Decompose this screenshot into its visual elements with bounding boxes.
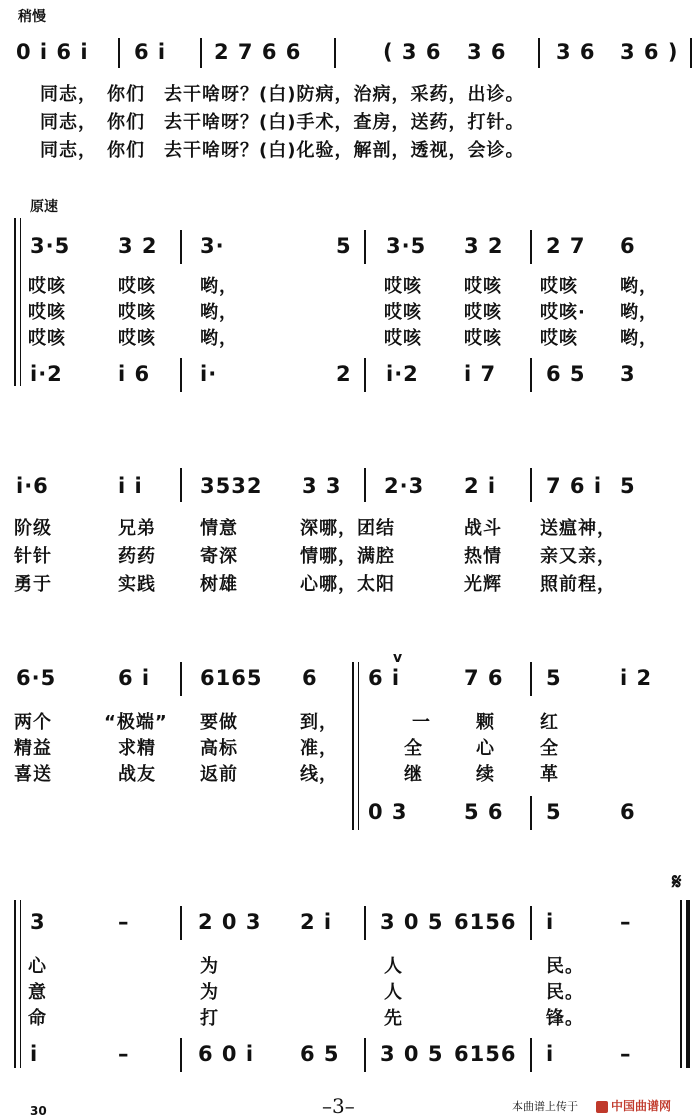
barline	[530, 358, 532, 392]
barline	[180, 662, 182, 696]
lyric-word: 哎咳	[118, 302, 156, 323]
barline	[364, 1038, 366, 1072]
note-group: 5 6	[464, 800, 504, 824]
lyric-word: 喜送	[14, 764, 52, 785]
lyric-word: 热情	[464, 546, 502, 567]
note-group: 2·3	[384, 474, 425, 498]
note-group: 6	[620, 800, 636, 824]
note-group: 0 3	[368, 800, 408, 824]
lyric-word: 哎咳	[28, 302, 66, 323]
lyric-word: 哟，	[200, 328, 238, 349]
note-group: 2 7 6 6	[214, 40, 302, 64]
barline	[180, 1038, 182, 1072]
lyric-word: 针针	[14, 546, 52, 567]
note-group: ( 3 6	[383, 40, 442, 64]
system-bracket-inner	[358, 662, 359, 830]
system-bracket	[352, 662, 354, 830]
repeat-barline	[680, 900, 682, 1068]
system-bracket-inner	[20, 900, 21, 1068]
note-group: 6·5	[16, 666, 57, 690]
barline	[530, 230, 532, 264]
note-group: 3·5	[386, 234, 427, 258]
lyric-word: 哎咳	[28, 328, 66, 349]
lyric-word: 光辉	[464, 574, 502, 595]
barline	[690, 38, 692, 68]
tempo-marking-slow: 稍慢	[18, 9, 46, 25]
note-group: –	[118, 910, 130, 934]
lyric-word: 为	[200, 956, 219, 977]
note-group: i·2	[30, 362, 63, 386]
lyric-word: 全	[540, 738, 559, 759]
lyric-word: 全	[404, 738, 423, 759]
note-group: 7 6 i	[546, 474, 603, 498]
lyric-word: 哎咳	[464, 302, 502, 323]
barline	[180, 230, 182, 264]
lyric-word: 哟，	[620, 276, 658, 297]
barline	[334, 38, 336, 68]
barline	[530, 1038, 532, 1072]
note-group: 3·5	[30, 234, 71, 258]
lyric-word: 心哪，太阳	[300, 574, 395, 595]
lyric-word: 到，	[300, 712, 338, 733]
note-group: 5	[336, 234, 352, 258]
repeat-barline-thick	[686, 900, 690, 1068]
note-group: i	[30, 1042, 39, 1066]
note-group: 3	[30, 910, 46, 934]
note-group: 6 i	[134, 40, 167, 64]
lyric-word: 情意	[200, 518, 238, 539]
lyric-word: 实践	[118, 574, 156, 595]
note-group: 0 i 6 i	[16, 40, 89, 64]
note-group: 6	[620, 234, 636, 258]
note-group: 2	[336, 362, 352, 386]
lyric-word: 情哪，满腔	[300, 546, 395, 567]
lyric-word: 阶级	[14, 518, 52, 539]
note-group: 3 2	[464, 234, 504, 258]
lyric-word: 高标	[200, 738, 238, 759]
segno-icon: 𝄋	[672, 870, 682, 895]
note-group: 3 6	[467, 40, 507, 64]
barline	[180, 468, 182, 502]
lyric-word: 继	[404, 764, 423, 785]
lyric-line: 同志， 你们 去干啥呀？(白)手术，查房，送药，打针。	[40, 112, 525, 133]
lyric-word: 民。	[546, 982, 584, 1003]
note-group: 3 3	[302, 474, 342, 498]
lyric-word: 心	[476, 738, 495, 759]
lyric-word: 一	[412, 712, 431, 733]
note-group: 6 i	[118, 666, 151, 690]
note-group: 6165	[200, 666, 263, 690]
system-bracket-inner	[20, 218, 21, 386]
note-group: i 6	[118, 362, 151, 386]
note-group: 3 6 )	[620, 40, 679, 64]
lyric-word: 战友	[118, 764, 156, 785]
barline	[364, 358, 366, 392]
lyric-word: 红	[540, 712, 559, 733]
lyric-word: 照前程，	[540, 574, 616, 595]
lyric-word: 为	[200, 982, 219, 1003]
note-group: –	[620, 1042, 632, 1066]
note-group: 6 5	[546, 362, 586, 386]
lyric-word: 勇于	[14, 574, 52, 595]
lyric-word: 深哪，团结	[300, 518, 395, 539]
lyric-word: 命	[28, 1008, 47, 1029]
lyric-word: 人	[384, 956, 403, 977]
lyric-word: 树雄	[200, 574, 238, 595]
barline	[200, 38, 202, 68]
note-group: 2 7	[546, 234, 586, 258]
lyric-word: 战斗	[464, 518, 502, 539]
barline	[530, 662, 532, 696]
lyric-word: 意	[28, 982, 47, 1003]
barline	[530, 468, 532, 502]
barline	[180, 358, 182, 392]
note-group: –	[118, 1042, 130, 1066]
lyric-word: “极端”	[104, 712, 168, 733]
lyric-word: 兄弟	[118, 518, 156, 539]
lyric-word: 哎咳	[540, 276, 578, 297]
lyric-word: 线，	[300, 764, 338, 785]
barline	[180, 906, 182, 940]
note-group: i·2	[386, 362, 419, 386]
lyric-word: 人	[384, 982, 403, 1003]
lyric-word: 心	[28, 956, 47, 977]
note-group: 3 6	[556, 40, 596, 64]
lyric-word: 哎咳·	[540, 302, 586, 323]
lyric-word: 革	[540, 764, 559, 785]
lyric-word: 送瘟神，	[540, 518, 616, 539]
note-group: 2 i	[464, 474, 497, 498]
lyric-word: 求精	[118, 738, 156, 759]
lyric-word: 哎咳	[384, 328, 422, 349]
barline	[538, 38, 540, 68]
note-group: i	[546, 1042, 555, 1066]
lyric-word: 要做	[200, 712, 238, 733]
note-group: i·	[200, 362, 218, 386]
note-group: 3 2	[118, 234, 158, 258]
note-group: 5	[546, 666, 562, 690]
lyric-word: 哟，	[200, 302, 238, 323]
lyric-word: 药药	[118, 546, 156, 567]
tempo-marking-normal: 原速	[30, 199, 58, 215]
lyric-word: 哎咳	[540, 328, 578, 349]
lyric-word: 锋。	[546, 1008, 584, 1029]
lyric-word: 哎咳	[464, 276, 502, 297]
note-group: 3	[620, 362, 636, 386]
logo-mark-icon	[596, 1101, 608, 1113]
breath-mark: v	[393, 650, 403, 666]
lyric-word: 哎咳	[384, 302, 422, 323]
lyric-line: 同志， 你们 去干啥呀？(白)化验，解剖，透视，会诊。	[40, 140, 525, 161]
note-group: i 2	[620, 666, 653, 690]
note-group: 6 0 i	[198, 1042, 255, 1066]
lyric-word: 民。	[546, 956, 584, 977]
lyric-word: 打	[200, 1008, 219, 1029]
lyric-word: 先	[384, 1008, 403, 1029]
lyric-word: 哎咳	[118, 328, 156, 349]
lyric-word: 返前	[200, 764, 238, 785]
system-bracket	[14, 218, 16, 386]
lyric-word: 哎咳	[28, 276, 66, 297]
lyric-word: 准，	[300, 738, 338, 759]
lyric-word: 哎咳	[118, 276, 156, 297]
barline	[364, 468, 366, 502]
lyric-word: 精益	[14, 738, 52, 759]
barline	[530, 796, 532, 830]
note-group: 2 i	[300, 910, 333, 934]
lyric-line: 同志， 你们 去干啥呀？(白)防病，治病，采药，出诊。	[40, 84, 525, 105]
note-group: 6 i	[368, 666, 401, 690]
lyric-word: 哎咳	[384, 276, 422, 297]
note-group: i i	[118, 474, 143, 498]
lyric-word: 续	[476, 764, 495, 785]
corner-number: 30	[30, 1104, 47, 1118]
note-group: 7 6	[464, 666, 504, 690]
note-group: i·6	[16, 474, 49, 498]
site-logo-icon[interactable]	[596, 1097, 671, 1114]
lyric-word: 哟，	[620, 302, 658, 323]
barline	[118, 38, 120, 68]
note-group: 6156	[454, 910, 517, 934]
note-group: 5	[620, 474, 636, 498]
system-bracket	[14, 900, 16, 1068]
note-group: 3 0 5	[380, 1042, 444, 1066]
page-number: –3–	[322, 1094, 355, 1118]
note-group: 6156	[454, 1042, 517, 1066]
note-group: –	[620, 910, 632, 934]
barline	[364, 230, 366, 264]
lyric-word: 哎咳	[464, 328, 502, 349]
note-group: 3·	[200, 234, 225, 258]
note-group: 6 5	[300, 1042, 340, 1066]
note-group: 6	[302, 666, 318, 690]
note-group: 3532	[200, 474, 263, 498]
lyric-word: 哟，	[620, 328, 658, 349]
upload-credit-text: 本曲谱上传于	[512, 1100, 578, 1113]
note-group: i	[546, 910, 555, 934]
lyric-word: 亲又亲，	[540, 546, 616, 567]
note-group: 2 0 3	[198, 910, 262, 934]
barline	[364, 906, 366, 940]
barline	[530, 906, 532, 940]
note-group: 5	[546, 800, 562, 824]
note-group: i 7	[464, 362, 497, 386]
note-group: 3 0 5	[380, 910, 444, 934]
lyric-word: 两个	[14, 712, 52, 733]
lyric-word: 寄深	[200, 546, 238, 567]
lyric-word: 哟，	[200, 276, 238, 297]
lyric-word: 颗	[476, 712, 495, 733]
site-name-link[interactable]: 中国曲谱网	[611, 1099, 672, 1113]
